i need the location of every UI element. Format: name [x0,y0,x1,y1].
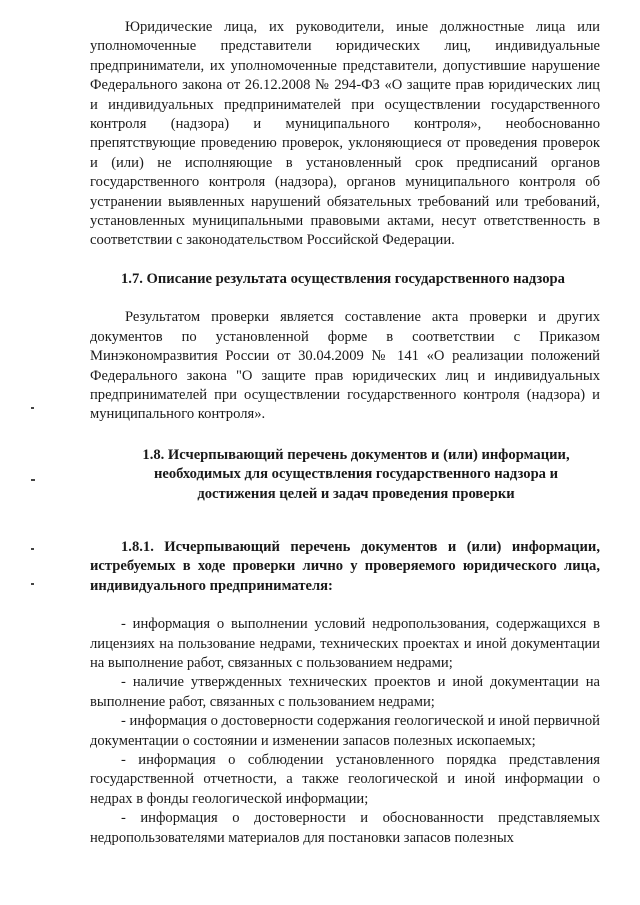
section-heading-1-7: 1.7. Описание результата осуществления государственного надзора [121,270,565,287]
margin-mark [31,548,34,550]
list-item: - информация о достоверности и обоснованности представляемых недропользователями материалов для постановки запасов полезных [90,810,600,846]
requirements-list [90,615,600,848]
margin-mark [31,407,34,409]
intro-paragraph: Юридические лица, их руководители, иные должностные лица или уполномоченные представители юридических лиц, индивидуальные предприниматели, их уполномоченные представители, допустившие нарушение Федерального закона от 26.12.2008 № 294-ФЗ «О защите прав юридических лиц и индивидуальных предпринимателей при осуществлении государственного контроля (надзора) и муниципального контроля», необоснованно препятствующие проведению проверок, уклоняющиеся от проведения проверок и (или) не исполняющие в установленный срок предписаний органов государственного контроля (надзора), органов муниципального контроля об устранении выявленных нарушений обязательных требований или требований, установленных муниципальными правовыми актами, несут ответственность в соответствии с законодательством Российской Федерации. [90,19,600,249]
heading-line: 1.8. Исчерпывающий перечень документов и (или) информации, [142,446,570,463]
list-item: - информация о достоверности содержания геологической и иной первичной документации о состоянии и изменении запасов полезных ископаемых; [90,713,600,749]
section-heading-1-8 [90,446,600,504]
list-item: - информация о выполнении условий недропользования, содержащихся в лицензиях на пользование недрами, технических проектах и иной документации на выполнение работ, связанных с пользованием недрами; [90,616,600,671]
heading-line: необходимых для осуществления государственного надзора и [153,466,559,483]
result-paragraph: Результатом проверки является составление акта проверки и других документов по установленной форме в соответствии с Приказом Минэкономразвития России от 30.04.2009 № 141 «О реализации положений Федерального закона "О защите прав юридических лиц и индивидуальных предпринимателей при осуществлении государственного контроля (надзора) и муниципального контроля». [90,309,600,423]
section-heading-1-8-1: 1.8.1. Исчерпывающий перечень документов и (или) информации, истребуемых в ходе проверки лично у проверяемого юридического лица, индивидуального предпринимателя: [90,538,600,594]
margin-mark [31,583,34,585]
margin-mark [31,479,35,481]
heading-line: достижения целей и задач проведения проверки [197,485,515,502]
list-item: - наличие утвержденных технических проектов и иной документации на выполнение работ, связанных с пользованием недрами; [90,674,600,710]
list-item: - информация о соблюдении установленного порядка представления государственной отчетности, а также геологической и иной информации о недрах в фонды геологической информации; [90,752,600,807]
document-page [90,18,600,848]
